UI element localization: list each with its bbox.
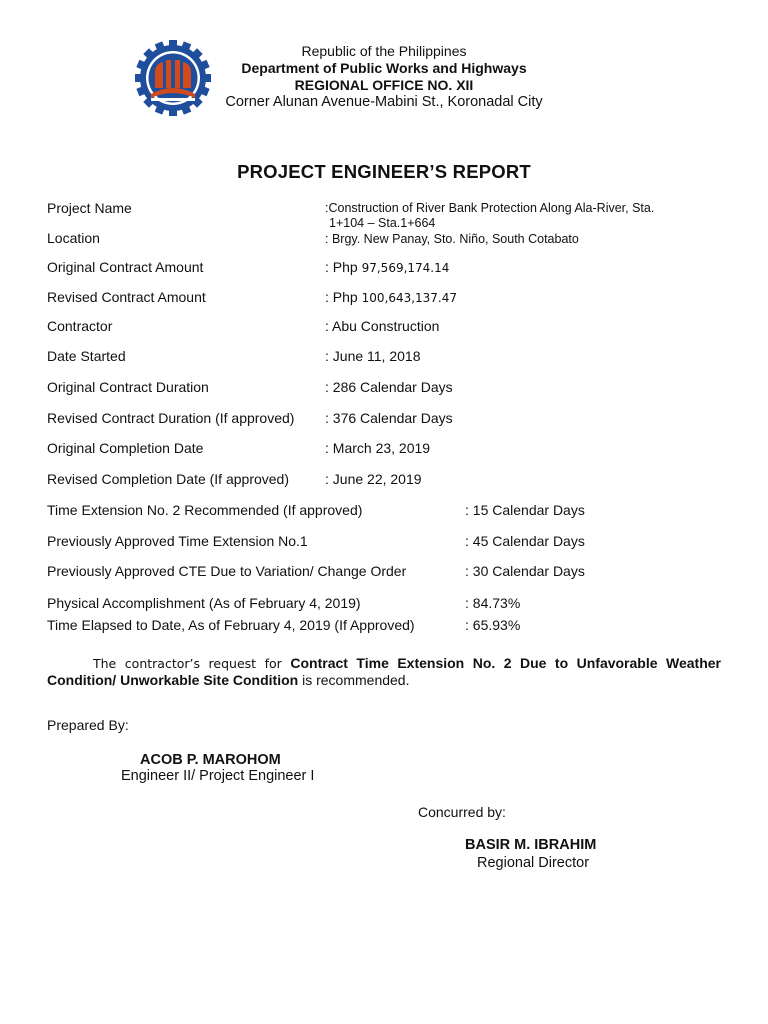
revised-completion-date-value: : June 22, 2019 <box>325 471 422 487</box>
physical-accomplishment-label: Physical Accomplishment (As of February 4, 2019) <box>47 595 361 611</box>
recommendation-tail: is recommended. <box>298 672 410 688</box>
original-contract-amount-label: Original Contract Amount <box>47 259 204 275</box>
date-started-label: Date Started <box>47 348 126 364</box>
location-label: Location <box>47 230 100 246</box>
revised-contract-amount-label: Revised Contract Amount <box>47 289 206 305</box>
original-contract-duration-label: Original Contract Duration <box>47 379 209 395</box>
header-address: Corner Alunan Avenue-Mabini St., Koronadal City <box>225 94 543 110</box>
project-name-value: :Construction of River Bank Protection Along Ala-River, Sta. <box>325 201 655 215</box>
prev-time-extension-1-value: : 45 Calendar Days <box>465 533 585 549</box>
revised-completion-date-label: Revised Completion Date (If approved) <box>47 471 290 487</box>
original-contract-amount-value <box>325 259 449 275</box>
report-title: PROJECT ENGINEER’S REPORT <box>237 161 531 182</box>
original-completion-date-value: : March 23, 2019 <box>325 440 431 456</box>
original-completion-date-label: Original Completion Date <box>47 440 204 456</box>
currency-prefix: : Php <box>325 289 362 305</box>
original-contract-duration-value: : 286 Calendar Days <box>325 379 453 395</box>
revised-contract-duration-value: : 376 Calendar Days <box>325 410 453 426</box>
amount: 97,569,174.14 <box>361 261 450 275</box>
project-name-label: Project Name <box>47 200 132 216</box>
recommendation-subject: Contract Time Extension No. 2 Due to Unfavorable Weather Condition/ Unworkable Site Condition <box>47 655 721 688</box>
dpwh-seal-icon <box>133 38 213 118</box>
prepared-by-label: Prepared By: <box>47 717 129 733</box>
physical-accomplishment-value: : 84.73% <box>465 595 521 611</box>
preparer-name: ACOB P. MAROHOM <box>140 752 281 768</box>
amount: 100,643,137.47 <box>361 291 458 305</box>
header-republic: Republic of the Philippines <box>301 43 467 59</box>
recommendation-lead: The contractor’s request for <box>93 656 291 671</box>
header-department: Department of Public Works and Highways <box>241 60 527 76</box>
prev-cte-variation-value: : 30 Calendar Days <box>465 563 585 579</box>
contractor-label: Contractor <box>47 318 113 334</box>
concurrer-name: BASIR M. IBRAHIM <box>465 837 597 853</box>
time-elapsed-value: : 65.93% <box>465 617 521 633</box>
time-elapsed-label: Time Elapsed to Date, As of February 4, 2019 (If Approved) <box>47 617 415 633</box>
concurrer-title: Regional Director <box>477 855 590 871</box>
revised-contract-duration-label: Revised Contract Duration (If approved) <box>47 410 295 426</box>
prev-time-extension-1-label: Previously Approved Time Extension No.1 <box>47 533 308 549</box>
recommendation-paragraph <box>47 655 721 688</box>
prev-cte-variation-label: Previously Approved CTE Due to Variation/ Change Order <box>47 563 407 579</box>
preparer-title: Engineer II/ Project Engineer I <box>121 768 315 784</box>
project-name-value-cont: 1+104 – Sta.1+664 <box>329 216 436 230</box>
location-value: : Brgy. New Panay, Sto. Niño, South Cotabato <box>325 232 579 246</box>
time-extension-2-value: : 15 Calendar Days <box>465 502 585 518</box>
header-office: REGIONAL OFFICE NO. XII <box>294 77 474 93</box>
contractor-value: : Abu Construction <box>325 318 440 334</box>
currency-prefix: : Php <box>325 259 362 275</box>
concurred-by-label: Concurred by: <box>418 804 506 820</box>
revised-contract-amount-value <box>325 289 457 305</box>
date-started-value: : June 11, 2018 <box>325 348 421 364</box>
time-extension-2-label: Time Extension No. 2 Recommended (If approved) <box>47 502 363 518</box>
